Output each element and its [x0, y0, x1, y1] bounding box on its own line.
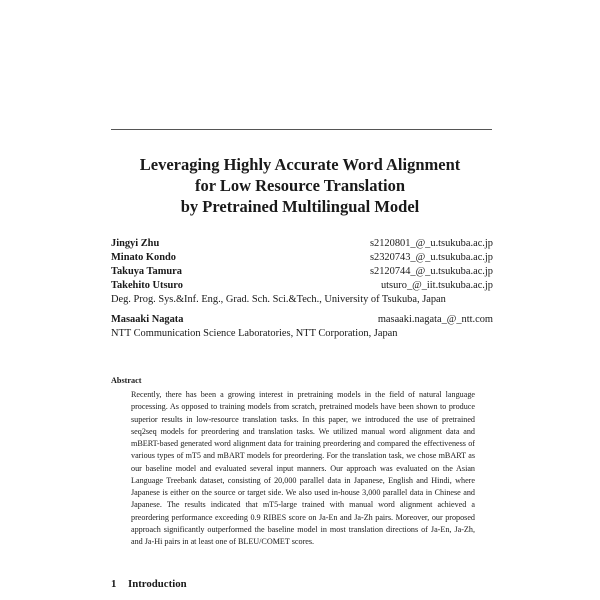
- author-email: s2320743_@_u.tsukuba.ac.jp: [370, 252, 493, 263]
- author-name: Takuya Tamura: [111, 266, 182, 277]
- author-row: [111, 251, 493, 264]
- author-name: Jingyi Zhu: [111, 238, 160, 249]
- author-row: [111, 265, 493, 278]
- affiliation: NTT Communication Science Laboratories, NTT Corporation, Japan: [111, 328, 398, 339]
- author-name: Takehito Utsuro: [111, 280, 183, 291]
- abstract-heading: Abstract: [111, 376, 142, 385]
- author-name: Masaaki Nagata: [111, 314, 184, 325]
- section-title: Introduction: [128, 578, 187, 590]
- paper-title: [60, 154, 540, 217]
- author-email: utsuro_@_iit.tsukuba.ac.jp: [380, 280, 493, 291]
- section-number: 1: [111, 578, 117, 590]
- author-row: [111, 237, 493, 250]
- author-email: masaaki.nagata_@_ntt.com: [377, 314, 493, 325]
- abstract-text: Recently, there has been a growing interest in pretraining models in the field of natural language processing. As opposed to training models from scratch, pretrained models have been shown to produce superior results in low-resource translation tasks. In this paper, we introduced the use of pretrained seq2seq models for preordering and translation tasks. We utilized manual word alignment data and mBERT-based generated word alignment data for training preordering and compared the effectiveness of various types of mT5 and mBART models for preordering. For the translation task, we chose mBART as our baseline model and evaluated several input manners. Our approach was evaluated on the Asian Language Treebank dataset, consisting of 20,000 parallel data in Japanese, English and Hindi, where Japanese is either on the source or target side. We also used in-house 3,000 parallel data in Chinese and Japanese. The results indicated that mT5-large trained with manual word alignment achieved a preordering performance exceeding 0.9 RIBES score on Ja-En and Ja-Zh pairs. Moreover, our proposed approach significantly outperformed the baseline model in most translation directions of Ja-En, Ja-Zh, and Ja-Hi pairs in at least one of BLEU/COMET scores.: [131, 390, 475, 546]
- author-email: s2120744_@_u.tsukuba.ac.jp: [370, 266, 493, 277]
- title-line: for Low Resource Translation: [194, 176, 406, 195]
- author-row: [111, 279, 493, 292]
- title-line: by Pretrained Multilingual Model: [180, 197, 420, 216]
- author-name: Minato Kondo: [111, 252, 176, 263]
- author-email: s2120801_@_u.tsukuba.ac.jp: [370, 238, 493, 249]
- author-row: [111, 313, 493, 326]
- affiliation: Deg. Prog. Sys.&Inf. Eng., Grad. Sch. Sci.&Tech., University of Tsukuba, Japan: [111, 294, 446, 305]
- title-rule: [111, 129, 492, 130]
- section-heading: [111, 578, 187, 590]
- title-line: Leveraging Highly Accurate Word Alignment: [139, 155, 461, 174]
